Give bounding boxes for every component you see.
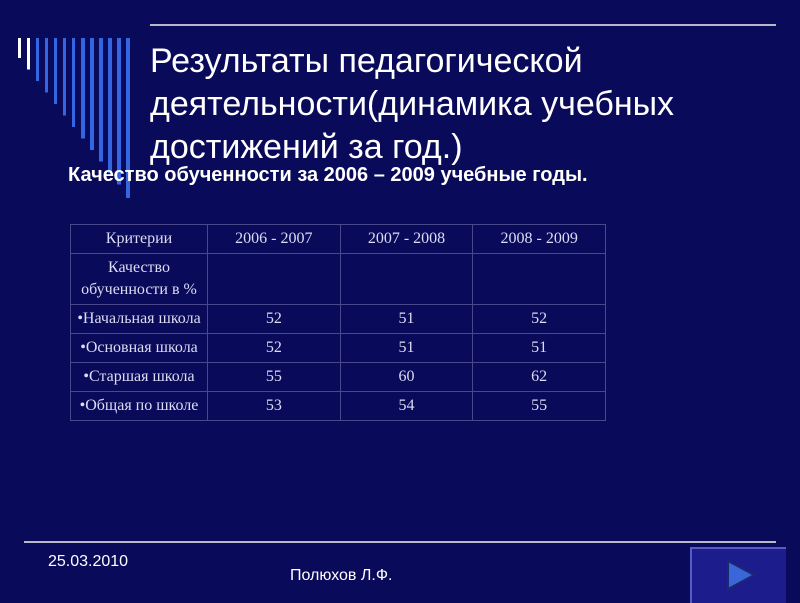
table-cell-value <box>208 254 341 305</box>
stripe <box>81 38 85 139</box>
table-cell-value: 51 <box>473 334 606 363</box>
table-cell-value: 60 <box>340 363 473 392</box>
table-cell-criterion: •Общая по школе <box>71 392 208 421</box>
next-arrow-icon <box>726 559 756 591</box>
stripe <box>63 38 66 116</box>
table-cell-value <box>473 254 606 305</box>
table-cell-value: 52 <box>473 305 606 334</box>
table-cell-value: 2008 - 2009 <box>473 225 606 254</box>
table-cell-value: 52 <box>208 305 341 334</box>
stripe <box>108 38 112 173</box>
slide-subtitle: Качество обученности за 2006 – 2009 учебные годы. <box>68 164 588 186</box>
table-cell-value: 53 <box>208 392 341 421</box>
stripe <box>90 38 94 150</box>
stripe <box>54 38 57 104</box>
table-cell-value: 62 <box>473 363 606 392</box>
top-divider <box>150 24 776 26</box>
footer-author: Полюхов Л.Ф. <box>290 567 393 584</box>
stripe <box>72 38 75 127</box>
stripe <box>36 38 39 81</box>
table-header-row <box>71 225 606 254</box>
table-cell-criterion: •Старшая школа <box>71 363 208 392</box>
table-row <box>71 363 606 392</box>
footer-date: 25.03.2010 <box>48 553 129 570</box>
table-cell-criterion: •Основная школа <box>71 334 208 363</box>
table-cell-value: 52 <box>208 334 341 363</box>
table-row <box>71 392 606 421</box>
table-cell-value: 2007 - 2008 <box>340 225 473 254</box>
results-table <box>70 224 606 421</box>
table-row <box>71 334 606 363</box>
slide-title: Результаты педагогической деятельности(динамика учебных достижений за год.) <box>150 42 675 166</box>
stripe <box>18 38 21 58</box>
table-row <box>71 254 606 305</box>
table-cell-value <box>340 254 473 305</box>
table-cell-criterion: •Начальная школа <box>71 305 208 334</box>
table-cell-value: 51 <box>340 334 473 363</box>
table-row <box>71 305 606 334</box>
table-cell-value: 55 <box>473 392 606 421</box>
stripe <box>99 38 103 162</box>
table-cell-criterion: Качество обученности в % <box>71 254 208 305</box>
table-cell-value: 2006 - 2007 <box>208 225 341 254</box>
table-cell-criterion: Критерии <box>71 225 208 254</box>
table-cell-value: 55 <box>208 363 341 392</box>
table-cell-value: 51 <box>340 305 473 334</box>
bottom-divider <box>24 541 776 543</box>
stripe <box>45 38 48 93</box>
next-slide-button[interactable] <box>690 547 786 603</box>
table-cell-value: 54 <box>340 392 473 421</box>
stripe <box>27 38 30 70</box>
